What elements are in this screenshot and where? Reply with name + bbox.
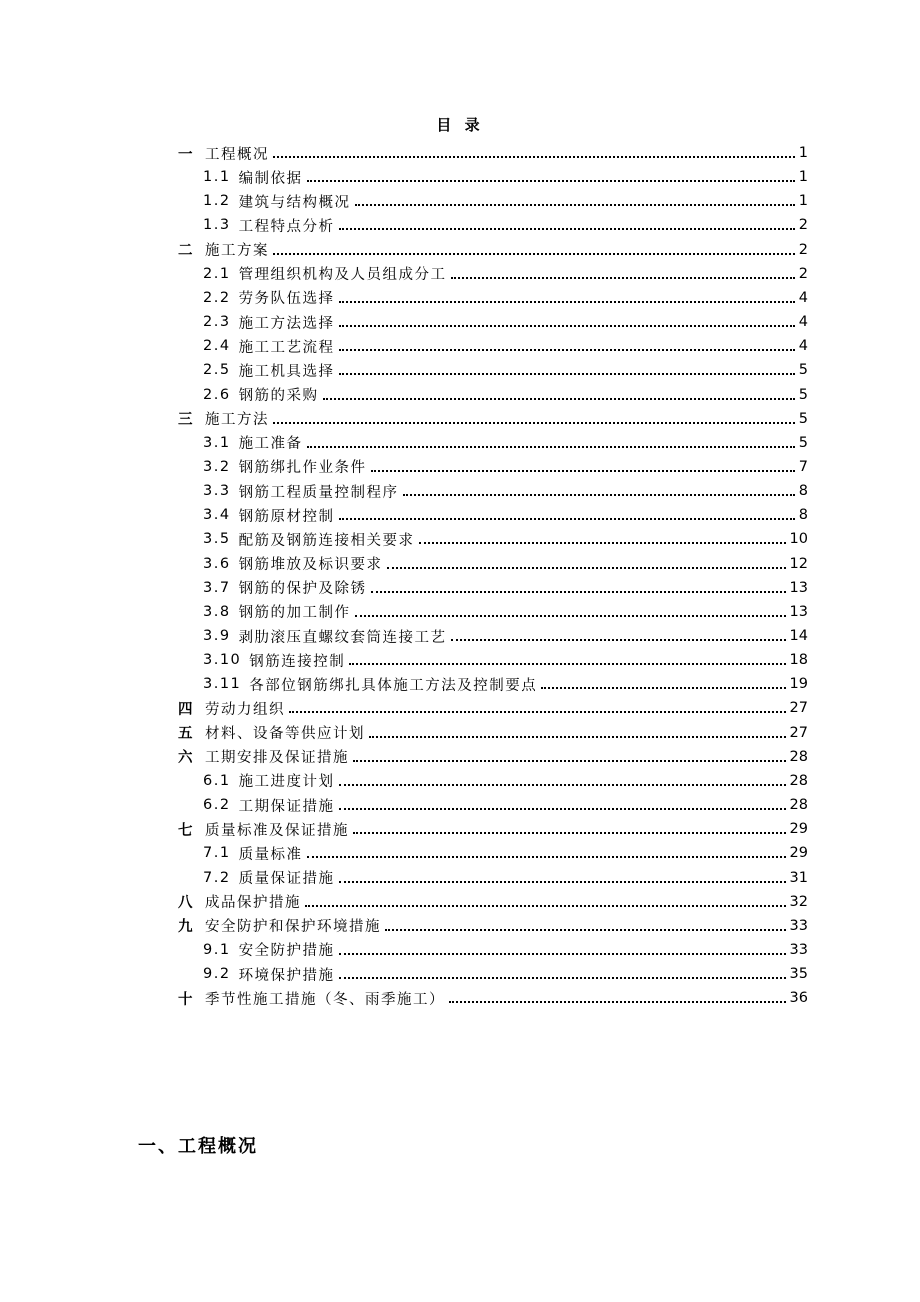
toc-entry-label: 剥肋滚压直螺纹套筒连接工艺 xyxy=(238,629,447,646)
toc-entry-page-number: 10 xyxy=(789,531,808,548)
toc-entry-number: 2.2 xyxy=(203,289,231,306)
toc-entry[interactable] xyxy=(203,527,808,551)
toc-entry-page-number: 28 xyxy=(789,772,808,789)
toc-entry-number: 3.1 xyxy=(203,434,231,451)
toc-entry-page-number: 13 xyxy=(789,603,808,620)
toc-entry-page-number: 1 xyxy=(798,193,808,210)
toc-entry-page-number: 5 xyxy=(798,434,808,451)
toc-entry-page-number: 35 xyxy=(789,966,808,983)
toc-entry-page-number: 28 xyxy=(789,797,808,814)
toc-dot-leader xyxy=(307,180,795,182)
toc-dot-leader xyxy=(307,446,795,448)
toc-entry[interactable] xyxy=(203,576,808,600)
toc-entry[interactable] xyxy=(203,213,808,237)
toc-dot-leader xyxy=(305,905,786,907)
toc-entry-number: 九 xyxy=(178,919,194,936)
toc-dot-leader xyxy=(339,228,795,230)
toc-entry-label: 工程特点分析 xyxy=(238,218,335,235)
toc-entry-page-number: 29 xyxy=(789,821,808,838)
toc-entry-label: 施工方案 xyxy=(205,243,269,260)
toc-entry[interactable] xyxy=(203,165,808,189)
toc-entry-label: 施工机具选择 xyxy=(238,363,335,380)
toc-entry-number: 2.5 xyxy=(203,362,231,379)
toc-entry-page-number: 2 xyxy=(798,265,808,282)
toc-entry-page-number: 7 xyxy=(798,458,808,475)
toc-entry-label: 施工工艺流程 xyxy=(238,339,335,356)
toc-entry-number: 2.3 xyxy=(203,314,231,331)
toc-entry[interactable] xyxy=(203,334,808,358)
toc-dot-leader xyxy=(273,253,795,255)
toc-entry-number: 七 xyxy=(178,822,194,839)
toc-dot-leader xyxy=(273,422,795,424)
toc-entry-page-number: 8 xyxy=(798,483,808,500)
toc-dot-leader xyxy=(339,881,786,883)
toc-entry-page-number: 14 xyxy=(789,628,808,644)
toc-entry-page-number: 33 xyxy=(789,941,808,958)
toc-dot-leader xyxy=(419,542,786,544)
toc-entry-label: 质量标准及保证措施 xyxy=(205,822,349,839)
toc-entry-page-number: 4 xyxy=(798,338,808,355)
toc-dot-leader xyxy=(339,953,786,955)
toc-dot-leader xyxy=(369,736,786,738)
toc-entry-label: 编制依据 xyxy=(238,170,303,187)
toc-dot-leader xyxy=(323,398,795,400)
toc-entry-page-number: 18 xyxy=(789,652,808,669)
toc-entry-page-number: 5 xyxy=(798,386,808,403)
toc-entry-page-number: 36 xyxy=(789,990,808,1007)
toc-entry-number: 6.1 xyxy=(203,772,231,789)
toc-entry-page-number: 5 xyxy=(798,362,808,379)
toc-dot-leader xyxy=(307,856,786,858)
toc-entry[interactable] xyxy=(203,624,808,648)
toc-entry-page-number: 29 xyxy=(789,845,808,862)
toc-entry[interactable] xyxy=(203,866,808,890)
toc-entry[interactable] xyxy=(203,672,808,696)
toc-entry-page-number: 8 xyxy=(798,507,808,524)
toc-entry-number: 3.8 xyxy=(203,603,231,620)
toc-entry-page-number: 19 xyxy=(789,676,808,693)
toc-entry-number: 3.11 xyxy=(203,676,242,693)
toc-dot-leader xyxy=(339,373,795,375)
toc-entry-page-number: 33 xyxy=(789,917,808,934)
toc-entry[interactable] xyxy=(203,552,808,576)
toc-entry[interactable] xyxy=(203,286,808,310)
toc-dot-leader xyxy=(371,470,795,472)
toc-entry[interactable] xyxy=(203,793,808,817)
toc-entry-page-number: 12 xyxy=(789,555,808,572)
toc-entry-number: 7.1 xyxy=(203,845,231,862)
toc-entry-page-number: 27 xyxy=(789,724,808,741)
toc-entry[interactable] xyxy=(203,431,808,455)
toc-entry-label: 工期保证措施 xyxy=(238,798,335,815)
toc-entry[interactable] xyxy=(178,986,808,1010)
toc-entry-number: 3.7 xyxy=(203,579,231,596)
toc-dot-leader xyxy=(355,204,795,206)
toc-entry[interactable] xyxy=(178,890,808,914)
toc-entry-number: 3.4 xyxy=(203,507,231,524)
toc-entry-label: 安全防护和保护环境措施 xyxy=(205,919,381,936)
toc-entry-label: 钢筋工程质量控制程序 xyxy=(238,484,399,501)
toc-entry[interactable] xyxy=(178,238,808,262)
toc-entry-page-number: 5 xyxy=(798,410,808,427)
toc-dot-leader xyxy=(339,301,795,303)
toc-dot-leader xyxy=(541,687,785,689)
toc-entry[interactable] xyxy=(203,648,808,672)
toc-entry-page-number: 4 xyxy=(798,289,808,306)
toc-entry-number: 1.1 xyxy=(203,169,231,186)
toc-entry-label: 配筋及钢筋连接相关要求 xyxy=(238,532,415,549)
toc-entry[interactable] xyxy=(203,503,808,527)
toc-entry-number: 3.6 xyxy=(203,555,231,572)
toc-dot-leader xyxy=(339,808,786,810)
toc-entry[interactable] xyxy=(178,721,808,745)
toc-entry[interactable] xyxy=(178,696,808,720)
toc-entry-number: 3.10 xyxy=(203,652,242,669)
toc-entry[interactable] xyxy=(178,141,808,165)
toc-entry-label: 成品保护措施 xyxy=(205,895,301,912)
toc-entry-page-number: 32 xyxy=(789,893,808,910)
toc-entry-label: 工程概况 xyxy=(205,146,269,163)
toc-entry-number: 7.2 xyxy=(203,869,231,886)
toc-entry-number: 2.6 xyxy=(203,386,231,403)
toc-entry[interactable] xyxy=(178,914,808,938)
toc-entry[interactable] xyxy=(203,310,808,334)
toc-entry[interactable] xyxy=(178,745,808,769)
toc-dot-leader xyxy=(339,977,786,979)
toc-entry-number: 一 xyxy=(178,146,194,163)
toc-entry[interactable] xyxy=(203,262,808,286)
toc-entry-label: 质量保证措施 xyxy=(238,871,335,887)
toc-entry-number: 十 xyxy=(178,991,194,1008)
toc-entry-label: 劳动力组织 xyxy=(205,701,285,718)
toc-entry-number: 二 xyxy=(178,243,194,260)
toc-entry-label: 钢筋连接控制 xyxy=(249,653,346,670)
toc-entry[interactable] xyxy=(203,841,808,865)
toc-entry[interactable] xyxy=(178,817,808,841)
toc-entry-number: 6.2 xyxy=(203,797,231,814)
toc-entry-label: 施工准备 xyxy=(238,436,303,453)
toc-entry-page-number: 1 xyxy=(798,169,808,186)
toc-entry-label: 质量标准 xyxy=(238,846,303,863)
toc-entry-label: 钢筋的加工制作 xyxy=(238,605,351,622)
toc-entry[interactable] xyxy=(203,455,808,479)
toc-entry-label: 季节性施工措施（冬、雨季施工） xyxy=(205,991,445,1008)
toc-entry-label: 钢筋原材控制 xyxy=(238,508,335,525)
toc-entry[interactable] xyxy=(203,479,808,503)
toc-entry-label: 钢筋的保护及除锈 xyxy=(238,581,367,598)
toc-entry-label: 建筑与结构概况 xyxy=(238,194,351,211)
toc-entry-page-number: 13 xyxy=(789,579,808,596)
toc-dot-leader xyxy=(353,832,786,834)
toc-entry[interactable] xyxy=(203,600,808,624)
toc-entry-number: 2.1 xyxy=(203,265,231,282)
toc-dot-leader xyxy=(387,567,786,569)
toc-dot-leader xyxy=(403,494,795,496)
toc-entry-page-number: 28 xyxy=(789,748,808,765)
toc-entry-number: 3.9 xyxy=(203,628,231,644)
toc-dot-leader xyxy=(449,1001,786,1003)
toc-entry-label: 施工进度计划 xyxy=(238,774,335,791)
toc-entry-page-number: 2 xyxy=(798,217,808,234)
toc-entry[interactable] xyxy=(203,769,808,793)
toc-dot-leader xyxy=(339,784,786,786)
toc-entry-number: 3.2 xyxy=(203,458,231,475)
toc-dot-leader xyxy=(451,639,786,641)
toc-title: 目 录 xyxy=(436,116,484,134)
toc-dot-leader xyxy=(273,156,795,158)
toc-dot-leader xyxy=(289,711,786,713)
toc-entry[interactable] xyxy=(178,407,808,431)
toc-entry-number: 六 xyxy=(178,750,194,767)
toc-entry-number: 9.2 xyxy=(203,966,231,983)
toc-dot-leader xyxy=(339,349,795,351)
toc-entry-label: 钢筋绑扎作业条件 xyxy=(238,460,367,477)
toc-dot-leader xyxy=(385,929,786,931)
toc-entry-label: 管理组织机构及人员组成分工 xyxy=(238,267,447,284)
toc-entry-label: 各部位钢筋绑扎具体施工方法及控制要点 xyxy=(249,677,538,694)
toc-dot-leader xyxy=(371,591,786,593)
toc-dot-leader xyxy=(451,277,795,279)
toc-dot-leader xyxy=(339,518,795,520)
toc-entry-number: 2.4 xyxy=(203,338,231,355)
toc-entry-page-number: 1 xyxy=(798,145,808,161)
toc-entry-number: 1.2 xyxy=(203,193,231,210)
toc-entry-label: 钢筋的采购 xyxy=(238,388,319,404)
toc-entry[interactable] xyxy=(203,383,808,407)
toc-entry-label: 工期安排及保证措施 xyxy=(205,750,349,767)
toc-entry-label: 钢筋堆放及标识要求 xyxy=(238,557,383,574)
toc-entry[interactable] xyxy=(203,938,808,962)
toc-entry-page-number: 31 xyxy=(789,869,808,886)
toc-entry-label: 安全防护措施 xyxy=(238,943,335,960)
toc-entry-label: 施工方法选择 xyxy=(238,315,335,332)
toc-entry-number: 9.1 xyxy=(203,941,231,958)
toc-entry[interactable] xyxy=(203,358,808,382)
toc-entry-number: 四 xyxy=(178,701,194,718)
toc-dot-leader xyxy=(339,325,795,327)
toc-entry-number: 3.3 xyxy=(203,483,231,500)
toc-entry-label: 施工方法 xyxy=(205,412,269,429)
toc-dot-leader xyxy=(353,760,786,762)
toc-entry-number: 3.5 xyxy=(203,531,231,548)
toc-entry-number: 1.3 xyxy=(203,217,231,234)
toc-entry-page-number: 4 xyxy=(798,314,808,331)
toc-entry-label: 材料、设备等供应计划 xyxy=(205,726,365,743)
toc-entry-page-number: 27 xyxy=(789,700,808,717)
toc-entry-number: 五 xyxy=(178,726,194,743)
toc-entry[interactable] xyxy=(203,189,808,213)
toc-entry-number: 八 xyxy=(178,895,194,912)
toc-entry[interactable] xyxy=(203,962,808,986)
toc-dot-leader xyxy=(355,615,786,617)
toc-entry-number: 三 xyxy=(178,412,194,429)
toc-dot-leader xyxy=(349,663,785,665)
toc-entry-page-number: 2 xyxy=(798,241,808,258)
toc-entry-label: 劳务队伍选择 xyxy=(238,291,335,308)
toc-entry-label: 环境保护措施 xyxy=(238,967,335,984)
section-heading: 一、工程概况 xyxy=(138,1136,258,1157)
